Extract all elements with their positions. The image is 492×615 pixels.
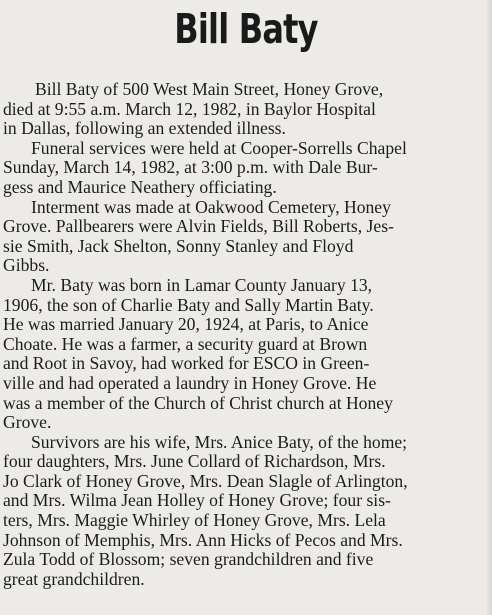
obituary-headline: Bill Baty xyxy=(174,5,318,53)
text-line: Johnson of Memphis, Mrs. Ann Hicks of Pecos and Mrs. xyxy=(3,529,403,550)
text-line: Grove. xyxy=(3,412,52,433)
text-line: and Root in Savoy, had worked for ESCO in Green- xyxy=(3,353,370,374)
text-line: Funeral services were held at Cooper-Sorrells Chapel xyxy=(31,137,407,158)
text-line: Jo Clark of Honey Grove, Mrs. Dean Slagle of Arlington, xyxy=(3,470,408,491)
text-line: died at 9:55 a.m. March 12, 1982, in Baylor Hospital xyxy=(3,98,376,119)
page-edge-shadow xyxy=(486,0,492,615)
text-line: and Mrs. Wilma Jean Holley of Honey Grove; four sis- xyxy=(3,490,391,511)
text-line: sie Smith, Jack Shelton, Sonny Stanley and Floyd xyxy=(3,235,354,256)
text-line: four daughters, Mrs. June Collard of Richardson, Mrs. xyxy=(3,451,386,472)
text-line: was a member of the Church of Christ church at Honey xyxy=(3,392,393,413)
text-line: ters, Mrs. Maggie Whirley of Honey Grove, Mrs. Lela xyxy=(3,510,386,531)
text-line: great grandchildren. xyxy=(3,568,145,589)
text-line: Sunday, March 14, 1982, at 3:00 p.m. with Dale Bur- xyxy=(3,157,378,178)
text-line: He was married January 20, 1924, at Paris, to Anice xyxy=(3,314,369,335)
text-line: gess and Maurice Neathery officiating. xyxy=(3,176,277,197)
text-line: Bill Baty of 500 West Main Street, Honey Grove, xyxy=(35,79,384,99)
paragraph-funeral-services xyxy=(3,139,479,198)
obituary-article xyxy=(3,80,479,589)
text-line: Interment was made at Oakwood Cemetery, Honey xyxy=(31,196,391,217)
text-line: Grove. Pallbearers were Alvin Fields, Bill Roberts, Jes- xyxy=(3,216,394,237)
paragraph-survivors xyxy=(3,433,479,590)
paragraph-death-notice xyxy=(3,80,479,139)
paragraph-biography xyxy=(3,276,479,433)
text-line: Gibbs. xyxy=(3,255,50,276)
text-line: ville and had operated a laundry in Honey Grove. He xyxy=(3,372,377,393)
paragraph-interment xyxy=(3,198,479,276)
text-line: Choate. He was a farmer, a security guard at Brown xyxy=(3,333,368,354)
text-line: Zula Todd of Blossom; seven grandchildren and five xyxy=(3,549,374,570)
text-line: Mr. Baty was born in Lamar County January 13, xyxy=(31,274,373,295)
text-line: in Dallas, following an extended illness. xyxy=(3,118,286,139)
text-line: 1906, the son of Charlie Baty and Sally Martin Baty. xyxy=(3,294,374,315)
text-line: Survivors are his wife, Mrs. Anice Baty, of the home; xyxy=(31,431,408,452)
